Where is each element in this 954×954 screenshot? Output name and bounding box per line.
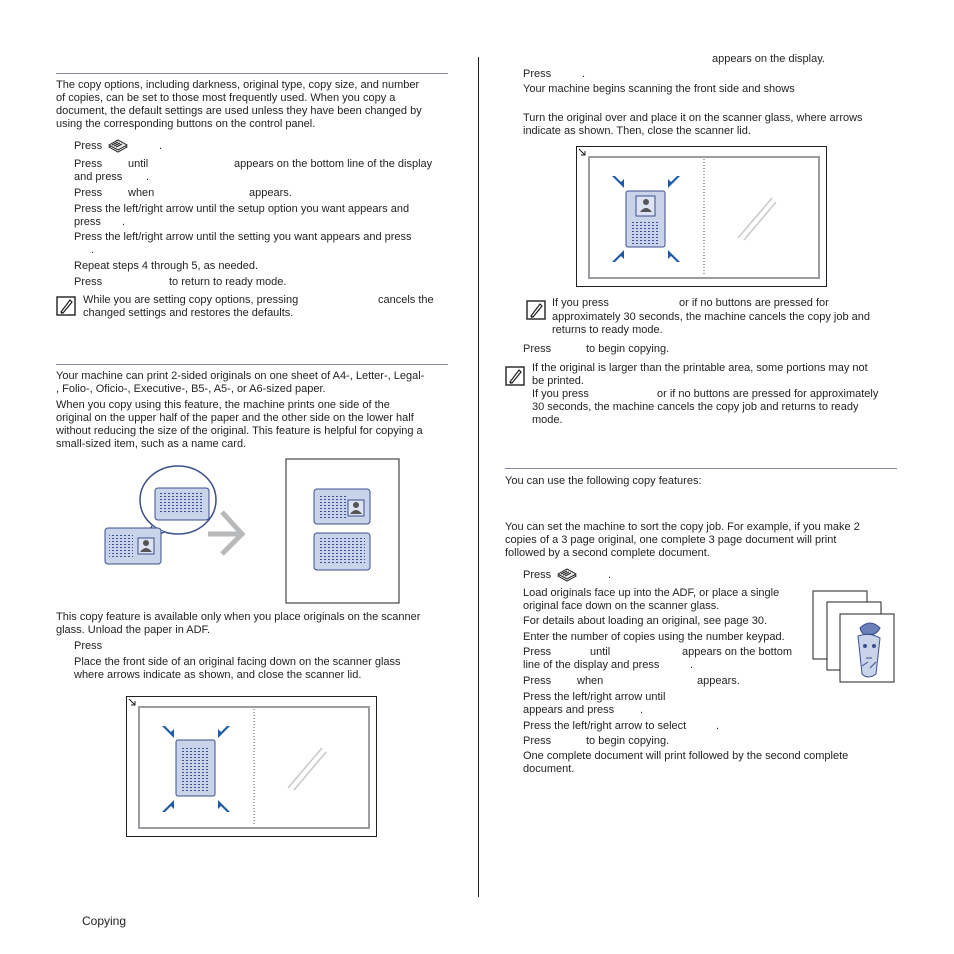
step-text: document.: [523, 763, 575, 775]
step-text: Your machine begins scanning the front side and shows: [523, 83, 795, 95]
intro-line: document, the default settings are used unless they have been changed by: [56, 105, 422, 117]
footer-section-name: Copying: [82, 914, 127, 928]
note-text: cancels the: [378, 294, 434, 306]
step-text: .: [122, 216, 126, 228]
step-text: appears on the display.: [712, 53, 825, 65]
scanner-glass-back-figure: [576, 146, 828, 288]
step-text: Press: [74, 158, 103, 170]
step-text: Press the left/right arrow until the setup option you want appears and: [74, 203, 410, 215]
intro-line: of copies, can be set to those most frequently used. When you copy a: [56, 92, 396, 104]
step-text: Place the front side of an original facing down on the scanner glass: [74, 656, 401, 668]
step-text: .: [690, 659, 694, 671]
note-text: or if no buttons are pressed for approximately: [657, 388, 879, 400]
step-text: Press: [523, 735, 552, 747]
note-icon: [56, 296, 76, 316]
step-text: Press: [74, 276, 103, 288]
step-text: line of the display and press: [523, 659, 660, 671]
step-text: to begin copying.: [586, 343, 670, 355]
step-text: For details about loading an original, see page 30.: [523, 615, 768, 627]
scanner-glass-front-figure: [126, 696, 378, 838]
note-text: mode.: [532, 414, 563, 426]
note-text: While you are setting copy options, pressing: [83, 294, 299, 306]
step-text: where arrows indicate as shown, and close the scanner lid.: [74, 669, 362, 681]
step-text: .: [582, 68, 586, 80]
id-copy-illustration: [100, 456, 405, 606]
step-text: Press: [523, 646, 552, 658]
section-rule-copy-features: [505, 468, 897, 469]
idcopy-line: Your machine can print 2-sided originals on one sheet of A4-, Letter-, Legal-: [56, 370, 425, 382]
step-text: appears.: [249, 187, 292, 199]
idcopy-line: When you copy using this feature, the machine prints one side of the: [56, 399, 390, 411]
step-text: appears on the bottom line of the display: [234, 158, 433, 170]
note-text: or if no buttons are pressed for: [679, 297, 829, 309]
note-icon: [505, 366, 525, 386]
step-text: Press: [74, 640, 103, 652]
note-text: If you press: [532, 388, 589, 400]
step-text: Press: [74, 140, 103, 152]
collate-line: copies of a 3 page original, one complete 3 page document will print: [505, 534, 837, 546]
collate-line: followed by a second complete document.: [505, 547, 710, 559]
step-text: .: [91, 244, 95, 256]
step-text: Turn the original over and place it on the scanner glass, where arrows: [523, 112, 863, 124]
step-text: Press the left/right arrow until: [523, 691, 666, 703]
step-text: appears.: [697, 675, 740, 687]
section-rule-id-copy: [56, 364, 448, 365]
collate-pages-illustration: [810, 588, 898, 684]
note-text: approximately 30 seconds, the machine cancels the copy job and: [552, 311, 870, 323]
note-text: If you press: [552, 297, 609, 309]
step-text: appears on the bottom: [682, 646, 793, 658]
step-text: Press the left/right arrow to select: [523, 720, 687, 732]
step-text: Press: [523, 343, 552, 355]
step-text: appears and press: [523, 704, 615, 716]
step-text: Press the left/right arrow until the setting you want appears and press: [74, 231, 412, 243]
note-text: changed settings and restores the defaults.: [83, 307, 294, 319]
step-text: to return to ready mode.: [169, 276, 287, 288]
step-text: when: [577, 675, 604, 687]
note-text: If the original is larger than the printable area, some portions may not: [532, 362, 868, 374]
step-text: indicate as shown. Then, close the scanner lid.: [523, 125, 751, 137]
note-icon: [526, 300, 546, 320]
step-text: Press: [523, 569, 552, 581]
collate-line: You can set the machine to sort the copy job. For example, if you make 2: [505, 521, 860, 533]
idcopy-line: small-sized item, such as a name card.: [56, 438, 247, 450]
step-text: until: [128, 158, 149, 170]
step-text: and press: [74, 171, 123, 183]
note-text: returns to ready mode.: [552, 324, 663, 336]
idcopy-line: original on the upper half of the paper and the other side on the lower half: [56, 412, 414, 424]
step-text: Press: [74, 187, 103, 199]
step-text: .: [608, 569, 612, 581]
idcopy-line: , Folio-, Oficio-, Executive-, B5-, A5-, or A6-sized paper.: [56, 383, 326, 395]
step-text: original face down on the scanner glass.: [523, 600, 720, 612]
note-text: 30 seconds, the machine cancels the copy job and returns to ready: [532, 401, 859, 413]
idcopy-line: without reducing the size of the original. This feature is helpful for copying a: [56, 425, 423, 437]
step-text: Repeat steps 4 through 5, as needed.: [74, 260, 259, 272]
avail-line: This copy feature is available only when you place originals on the scanner: [56, 611, 421, 623]
step-text: Press: [523, 675, 552, 687]
step-text: when: [128, 187, 155, 199]
features-intro: You can use the following copy features:: [505, 475, 702, 487]
step-text: .: [159, 140, 163, 152]
step-text: to begin copying.: [586, 735, 670, 747]
intro-line: The copy options, including darkness, original type, copy size, and number: [56, 79, 420, 91]
step-text: .: [146, 171, 150, 183]
step-text: Press: [523, 68, 552, 80]
note-text: be printed.: [532, 375, 584, 387]
step-text: .: [716, 720, 720, 732]
section-rule-copy-options: [56, 73, 448, 74]
copy-icon: [106, 138, 130, 154]
step-text: Load originals face up into the ADF, or place a single: [523, 587, 780, 599]
step-text: until: [590, 646, 611, 658]
avail-line: glass. Unload the paper in ADF.: [56, 624, 211, 636]
step-text: press: [74, 216, 101, 228]
step-text: Enter the number of copies using the number keypad.: [523, 631, 785, 643]
step-text: One complete document will print followed by the second complete: [523, 750, 849, 762]
intro-line: using the corresponding buttons on the control panel.: [56, 118, 316, 130]
column-divider: [478, 57, 479, 897]
step-text: .: [640, 704, 644, 716]
copy-icon: [555, 567, 579, 583]
